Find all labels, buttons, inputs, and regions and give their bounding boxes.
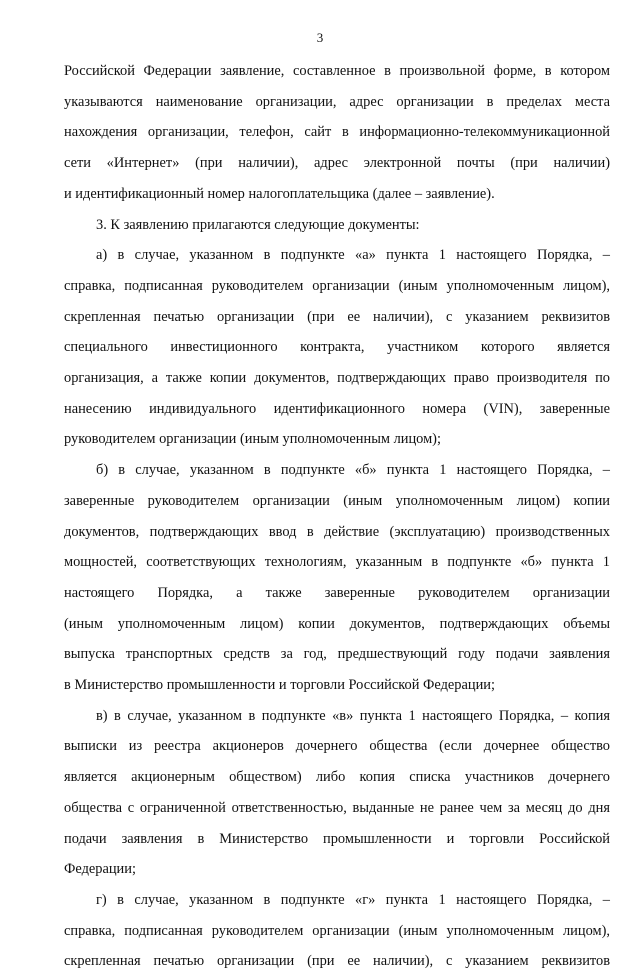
text-line: подачи заявления в Министерство промышленности и торговли Российской — [64, 830, 610, 847]
text-line: выписки из реестра акционеров дочернего общества (если дочернее общество — [64, 738, 610, 755]
text-line: справка, подписанная руководителем организации (иным уполномоченным лицом), — [64, 922, 610, 939]
text-line: специального инвестиционного контракта, участником которого является — [64, 339, 610, 356]
text-line: в) в случае, указанном в подпункте «в» пункта 1 настоящего Порядка, – копия — [96, 707, 610, 724]
text-line: является акционерным обществом) либо копия списка участников дочернего — [64, 769, 610, 786]
text-line: 3. К заявлению прилагаются следующие документы: — [96, 216, 420, 233]
text-line: Федерации; — [64, 861, 136, 878]
text-line: документов, подтверждающих ввод в действие (эксплуатацию) производственных — [64, 523, 610, 540]
text-line: а) в случае, указанном в подпункте «а» пункта 1 настоящего Порядка, – — [96, 247, 610, 264]
page-number: 3 — [316, 30, 324, 45]
text-line: мощностей, соответствующих технологиям, указанным в подпункте «б» пункта 1 — [64, 554, 610, 571]
text-line: общества с ограниченной ответственностью, выданные не ранее чем за месяц до дня — [64, 799, 610, 816]
text-line: заверенные руководителем организации (иным уполномоченным лицом) копии — [64, 492, 610, 509]
text-line: руководителем организации (иным уполномоченным лицом); — [64, 431, 441, 448]
text-line: указываются наименование организации, адрес организации в пределах места — [64, 93, 610, 110]
text-line: и идентификационный номер налогоплательщика (далее – заявление). — [64, 185, 495, 202]
text-line: Российской Федерации заявление, составленное в произвольной форме, в котором — [64, 63, 610, 79]
text-line: скрепленная печатью организации (при ее наличии), с указанием реквизитов — [64, 308, 610, 325]
text-line: нахождения организации, телефон, сайт в информационно-телекоммуникационной — [64, 124, 610, 141]
text-line: нанесению индивидуального идентификационного номера (VIN), заверенные — [64, 400, 610, 417]
text-line: в Министерство промышленности и торговли Российской Федерации; — [64, 677, 495, 693]
text-line: справка, подписанная руководителем организации (иным уполномоченным лицом), — [64, 277, 610, 294]
text-line: скрепленная печатью организации (при ее наличии), с указанием реквизитов — [64, 953, 610, 970]
text-line: б) в случае, указанном в подпункте «б» пункта 1 настоящего Порядка, – — [96, 462, 610, 479]
text-line: настоящего Порядка, а также заверенные руководителем организации — [64, 584, 610, 601]
text-line: сети «Интернет» (при наличии), адрес электронной почты (при наличии) — [64, 155, 610, 172]
text-line: организация, а также копии документов, подтверждающих право производителя по — [64, 370, 610, 386]
text-line: выпуска транспортных средств за год, предшествующий году подачи заявления — [64, 646, 610, 663]
text-line: г) в случае, указанном в подпункте «г» пункта 1 настоящего Порядка, – — [96, 891, 610, 908]
text-line: (иным уполномоченным лицом) копии документов, подтверждающих объемы — [64, 615, 610, 632]
